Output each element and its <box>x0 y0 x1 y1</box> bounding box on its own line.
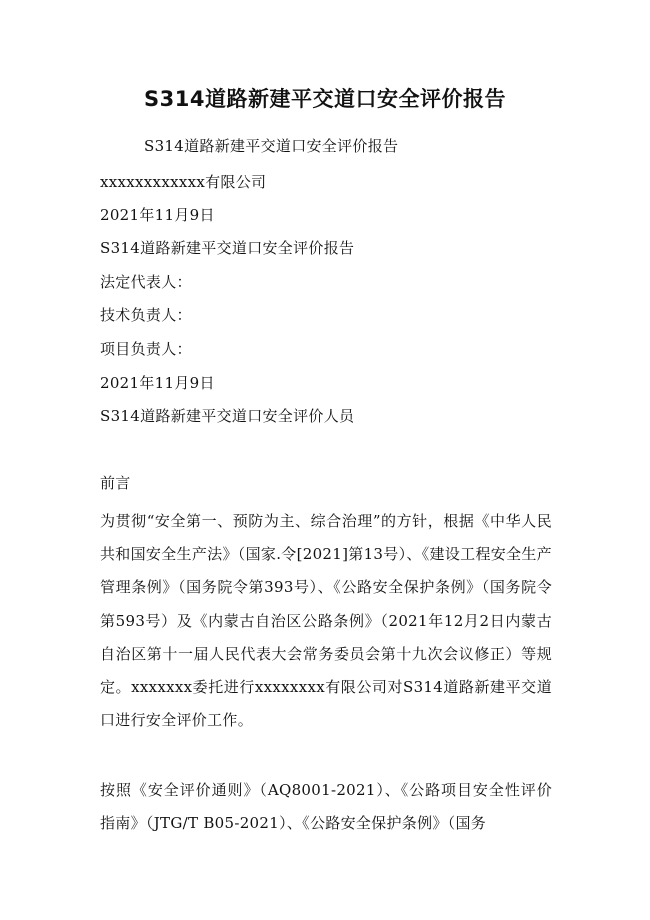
legal-representative-label: 法定代表人： <box>100 273 192 291</box>
report-date: 2021年11月9日 <box>100 206 215 224</box>
project-lead-label: 项目负责人： <box>100 340 192 358</box>
preface-paragraph-2: 按照《安全评价通则》（AQ8001-2021）、《公路项目安全性评价指南》（JTG/T B05-2021）、《公路安全保护条例》（国务 <box>100 781 552 833</box>
company-name: xxxxxxxxxxxx有限公司 <box>100 173 267 191</box>
document-subtitle: S314道路新建平交道口安全评价报告 <box>144 137 399 155</box>
report-name: S314道路新建平交道口安全评价报告 <box>100 239 355 257</box>
signing-date: 2021年11月9日 <box>100 374 215 392</box>
preface-heading: 前言 <box>100 474 131 492</box>
document-title: S314道路新建平交道口安全评价报告 <box>144 87 506 111</box>
preface-paragraph-1: 为贯彻“安全第一、预防为主、综合治理”的方针，根据《中华人民共和国安全生产法》（国家.令[2021]第13号）、《建设工程安全生产管理条例》（国务院令第393号）、《公路安全保护条例》（国务院令第593号）及《内蒙古自治区公路条例》（2021年12月2日内蒙古自治区第十一届人民代表大会常务委员会第十九次会议修正）等规定。xxxxxxx委托进行xxxxxxxx有限公司对S314道路新建平交道口进行安全评价工作。 <box>100 512 552 730</box>
technical-lead-label: 技术负责人： <box>100 306 192 324</box>
evaluation-personnel-heading: S314道路新建平交道口安全评价人员 <box>100 407 355 425</box>
